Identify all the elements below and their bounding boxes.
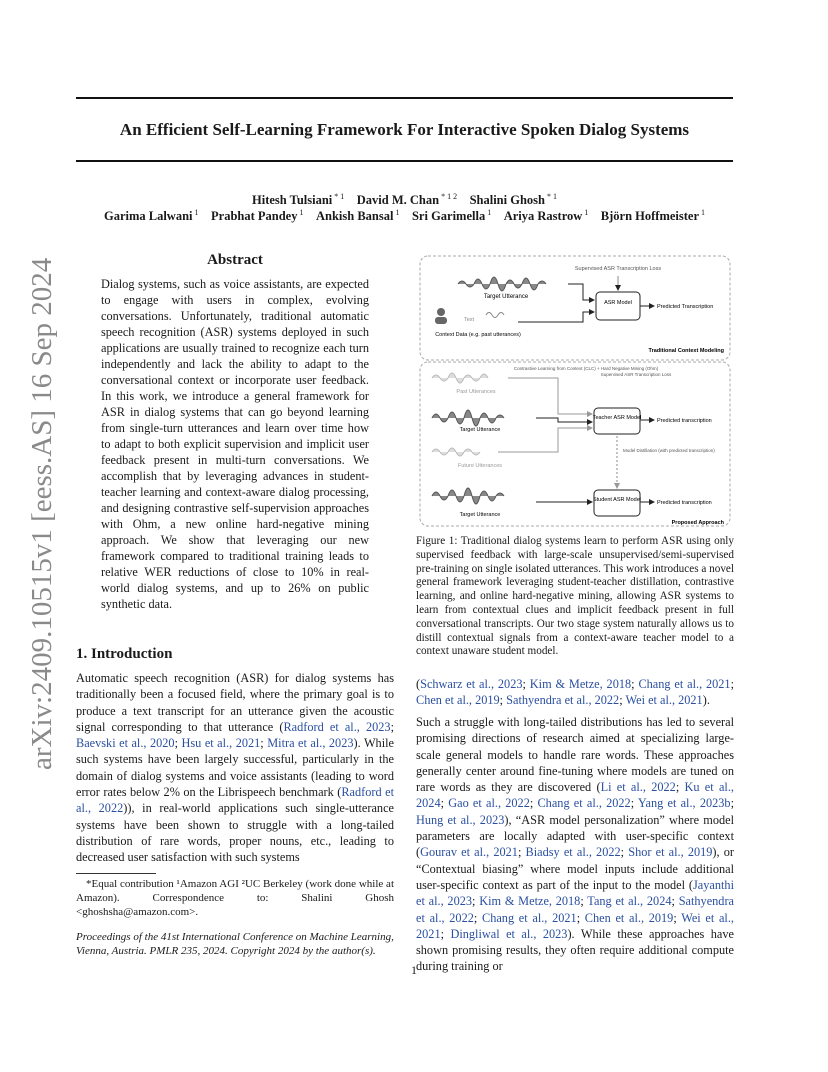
bottom-panel-title: Proposed Approach: [671, 520, 724, 526]
paragraph-text: ;: [630, 796, 638, 811]
citation-link[interactable]: Dingliwal et al., 2023: [450, 926, 568, 941]
paragraph-text: ;: [619, 693, 626, 708]
bottom-future-label: Future Utterances: [457, 463, 503, 469]
citation-link[interactable]: Shor et al., 2019: [628, 845, 713, 860]
paragraph-text: ;: [472, 894, 480, 909]
figure-1-diagram: [418, 252, 734, 528]
citation-link[interactable]: Kim & Metze, 2018: [529, 677, 632, 691]
author-affiliation: 1: [297, 208, 304, 217]
author-affiliation: * 1: [544, 192, 557, 201]
figure-1: [418, 252, 734, 528]
citation-link[interactable]: Sathyendra et al., 2022: [416, 894, 735, 925]
bottom-past-label: Past Utterances: [456, 389, 496, 395]
paragraph-text: ;: [576, 910, 585, 925]
citation-link[interactable]: Ku et al., 2024: [416, 780, 734, 811]
paragraph-text: Such a struggle with long-tailed distributions has led to several promising directions of research aimed at specializing large-scale general models to handle rare words. These approaches generally center around fine-tuning where models are tuned on rare words as they are discovered (: [416, 715, 734, 795]
paragraph-text: ;: [499, 693, 507, 708]
abstract-heading: Abstract: [207, 252, 263, 268]
top-user-icon: [435, 308, 447, 324]
author-name: Hitesh Tulsiani: [252, 193, 333, 208]
paragraph-text: ;: [671, 894, 679, 909]
top-context-label: Context Data (e.g. past utterances): [435, 332, 521, 338]
author-affiliation: 1: [192, 208, 199, 217]
top-loss-label: Supervised ASR Transcription Loss: [574, 266, 662, 272]
bottom-supervised-label: Supervised ASR Transcription Loss: [600, 372, 672, 377]
author-name: Garima Lalwani: [103, 209, 193, 224]
teacher-model-box: [594, 408, 640, 434]
paragraph-text: ). While such systems have been largely successful, particularly in the domain of dialog systems and voice assistants (leading to word error rates below 2% on the Librispeech benchmark (: [76, 736, 394, 800]
paragraph-text: ;: [517, 845, 526, 860]
page-number: 1: [411, 963, 417, 977]
arxiv-stamp[interactable]: arXiv:2409.10515v1 [eess.AS] 16 Sep 2024: [26, 257, 58, 770]
citation-link[interactable]: Yang et al., 2023b: [637, 796, 731, 811]
paragraph-text: ;: [440, 926, 451, 941]
figure-1-caption: Figure 1: Traditional dialog systems learn to perform ASR using only supervised feedback with large-scale unsupervised/semi-supervised pre-training on single isolated utterances. This work introduces a novel general framework leveraging student-teacher distillation, contrastive learning, and online hard-negative mining, allowing ASR systems to learn from contextual clues and implicit feedback present in full conversational transcripts. Our two stage system naturally allows us to distill contextual signals from a context-aware teacher model to a context unaware student model.: [416, 535, 734, 658]
teacher-output-label: Predicted transcription: [657, 418, 712, 424]
author-affiliation: 1: [582, 208, 589, 217]
citation-link[interactable]: Biadsy et al., 2022: [525, 845, 621, 860]
top-panel-title: Traditional Context Modeling: [648, 348, 724, 354]
footnote-affiliations: *Equal contribution ¹Amazon AGI ²UC Berkeley (work done while at Amazon). Correspondence to: Shalini Ghosh <ghoshsha@amazon.com>.: [76, 878, 394, 918]
paragraph-text: ;: [631, 677, 639, 691]
top-waveform-icon: [458, 277, 546, 291]
paragraph-text: ;: [440, 796, 449, 811]
citation-link[interactable]: Wei et al., 2021: [625, 693, 703, 708]
paragraph-text: ), “ASR model personalization” where model parameters are locally adapted with user-specific context (: [416, 812, 735, 860]
section-heading-introduction: 1. Introduction: [76, 646, 173, 662]
citation-link[interactable]: Sathyendra et al., 2022: [506, 693, 620, 708]
citation-link[interactable]: Jayanthi et al., 2023: [416, 877, 734, 909]
author-name: Ankish Bansal: [315, 209, 394, 224]
top-asr-model-box: [596, 292, 640, 320]
paragraph-text: )), in real-world applications such single-utterance systems have been shown to struggle with a long-tailed distribution of rare words, proper nouns, etc., leading to decreased user satisfaction with such systems: [76, 801, 394, 865]
author-name: Prabhat Pandey: [211, 209, 298, 224]
author-name: David M. Chan: [356, 193, 440, 208]
paragraph-text: ;: [675, 780, 685, 795]
title-bottom-rule: [76, 160, 733, 162]
author-affiliation: 1: [485, 208, 492, 217]
author-name: Shalini Ghosh: [469, 193, 545, 208]
citation-link[interactable]: Li et al., 2022: [600, 780, 676, 795]
author-affiliation: * 1: [332, 192, 345, 201]
top-output-label: Predicted Transcription: [657, 304, 714, 310]
paragraph-text: ;: [473, 910, 482, 925]
citation-link[interactable]: Baevski et al., 2020: [76, 736, 175, 751]
paragraph-text: ;: [390, 719, 395, 734]
student-model-box: [594, 490, 640, 516]
student-target-label: Target Utterance: [459, 512, 501, 518]
paragraph-text: (: [416, 677, 421, 691]
right-paragraph-long-tail: [416, 714, 734, 975]
paragraph-text: ;: [174, 736, 182, 751]
citation-link[interactable]: Mitra et al., 2023: [267, 736, 354, 751]
paragraph-text: Automatic speech recognition (ASR) for dialog systems has traditionally been a focused field, where the primary goal is to produce a text transcript for an utterance given the acoustic signal corresponding to that utterance (: [76, 671, 394, 734]
paragraph-text: ;: [620, 845, 629, 860]
paragraph-text: ;: [730, 677, 735, 691]
citation-link[interactable]: Chang et al., 2021: [482, 910, 577, 925]
citation-link[interactable]: Tang et al., 2024: [587, 894, 672, 909]
top-text-chip: Text: [464, 317, 475, 323]
citation-link[interactable]: Gao et al., 2022: [448, 796, 530, 811]
citation-link[interactable]: Wei et al., 2021: [416, 910, 734, 941]
student-output-label: Predicted transcription: [657, 500, 712, 506]
paragraph-text: ). While these approaches have shown promising results, they often require additional compute during training or: [416, 926, 734, 974]
author-affiliation: 1: [393, 208, 400, 217]
student-waveform-icon: [432, 488, 504, 504]
intro-paragraph: [76, 670, 394, 866]
top-small-waveform-icon: [486, 313, 504, 318]
student-label: Student ASR Model: [592, 497, 642, 503]
top-target-label: Target Utterance: [483, 294, 529, 300]
author-name: Ariya Rastrow: [503, 209, 583, 224]
citation-link[interactable]: Schwarz et al., 2023: [420, 677, 523, 691]
paragraph-text: ;: [522, 677, 530, 691]
paragraph-text: ), or “Contextual biasing” where model inputs include additional user-specific context as part of the input to the model (: [416, 845, 734, 892]
paragraph-text: ;: [260, 736, 268, 751]
paper-title: An Efficient Self-Learning Framework For Interactive Spoken Dialog Systems: [119, 120, 690, 139]
author-affiliation: * 1 2: [439, 192, 458, 201]
bottom-target-label: Target Utterance: [459, 427, 501, 433]
footnote-proceedings: Proceedings of the 41st International Conference on Machine Learning, Vienna, Austria. PMLR 235, 2024. Copyright 2024 by the author(s).: [76, 931, 394, 957]
citation-link[interactable]: Kim & Metze, 2018: [479, 894, 581, 909]
citation-link[interactable]: Chen et al., 2019: [584, 910, 674, 925]
citation-link[interactable]: Hsu et al., 2021: [181, 736, 261, 751]
top-model-label: ASR Model: [604, 300, 632, 306]
footnote-rule: [76, 873, 156, 874]
paragraph-text: ;: [673, 910, 682, 925]
distill-label: Model Distillation (with predicted transcription): [623, 448, 715, 453]
citation-link[interactable]: Radford et al., 2022: [76, 785, 394, 816]
citation-link[interactable]: Radford et al., 2023: [283, 719, 391, 734]
author-name: Sri Garimella: [411, 209, 486, 224]
bottom-target-waveform-icon: [432, 410, 504, 426]
abstract-text: Dialog systems, such as voice assistants, are expected to engage with users in complex, evolving conversations. Unfortunately, traditional automatic speech recognition (ASR) systems deployed in such applications are usually trained to recognize each turn independently and lack the ability to adapt to the conversational context or incorporate user feedback. In this work, we introduce a general framework for ASR in dialog systems that can go beyond learning from single-turn utterances and learn over time how to adapt to both explicit supervision and implicit user feedback present in multi-turn conversations. We accomplish that by leveraging advances in student-teacher learning and context-aware dialog processing, and designing contrastive self-supervision approaches with Ohm, a new online hard-negative mining approach. We show that leveraging our new framework compared to traditional training leads to relative WER reductions of close to 10% in real-world dialog systems, and up to 26% on public synthetic data.: [101, 277, 369, 611]
paragraph-text: ;: [529, 796, 538, 811]
paragraph-text: ;: [580, 894, 588, 909]
title-top-rule: [76, 97, 733, 99]
teacher-label: Teacher ASR Model: [592, 415, 642, 421]
citation-link[interactable]: Chang et al., 2021: [638, 677, 731, 691]
past-waveform-icon: [432, 373, 488, 383]
bottom-contrastive-label: Contrastive Learning from Context (CLC) + Hard Negative Mining (Ohm): [513, 366, 659, 371]
author-line-1: [76, 192, 733, 208]
author-affiliation: 1: [699, 208, 706, 217]
future-waveform-icon: [432, 448, 480, 456]
paragraph-text: ;: [730, 796, 734, 811]
citation-link[interactable]: Chen et al., 2019: [416, 693, 500, 708]
citation-link[interactable]: Hung et al., 2023: [416, 812, 505, 827]
paragraph-text: ).: [702, 693, 710, 708]
author-name: Björn Hoffmeister: [600, 209, 700, 224]
citation-link[interactable]: Gourav et al., 2021: [420, 845, 518, 860]
citation-link[interactable]: Chang et al., 2022: [537, 796, 631, 811]
right-paragraph-citations: [416, 676, 734, 709]
author-line-2: [76, 208, 733, 224]
